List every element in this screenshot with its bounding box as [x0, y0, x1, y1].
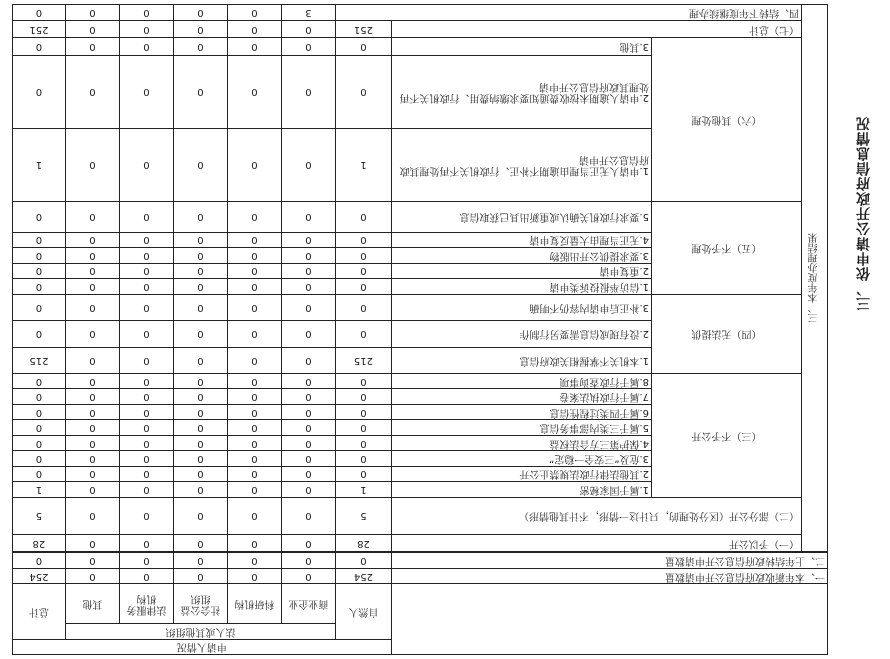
- value-cell: 0: [173, 321, 227, 348]
- value-cell: 0: [173, 347, 227, 374]
- value-cell: 0: [119, 347, 173, 374]
- row-label: 1.信访举报投诉类申请: [391, 279, 651, 294]
- value-cell: 0: [227, 347, 281, 374]
- value-cell: 215: [12, 347, 65, 374]
- value-cell: 0: [227, 201, 281, 232]
- value-cell: 0: [335, 294, 391, 321]
- row-label: 1.本机关不掌握相关政府信息: [391, 347, 651, 374]
- value-cell: 0: [65, 482, 119, 497]
- value-cell: 0: [173, 248, 227, 263]
- value-cell: 0: [227, 374, 281, 389]
- value-cell: 0: [227, 263, 281, 278]
- value-cell: 0: [65, 568, 119, 583]
- row-label: 二、上年结转政府信息公开申请数量: [391, 552, 827, 568]
- value-cell: 0: [65, 552, 119, 568]
- value-cell: 0: [12, 232, 65, 247]
- value-cell: 0: [335, 56, 391, 129]
- value-cell: 0: [12, 201, 65, 232]
- section-label-results: 三、本年度办理结果: [802, 5, 828, 553]
- value-cell: 0: [335, 279, 391, 294]
- value-cell: 0: [173, 389, 227, 404]
- value-cell: 0: [227, 294, 281, 321]
- value-cell: 0: [227, 568, 281, 583]
- value-cell: 0: [173, 20, 227, 38]
- value-cell: 0: [65, 5, 119, 21]
- value-cell: 0: [227, 389, 281, 404]
- value-cell: 5: [335, 497, 391, 535]
- value-cell: 215: [335, 347, 391, 374]
- value-cell: 0: [281, 201, 335, 232]
- value-cell: 0: [173, 420, 227, 435]
- value-cell: 0: [227, 5, 281, 21]
- value-cell: 0: [119, 232, 173, 247]
- value-cell: 0: [12, 56, 65, 129]
- value-cell: 0: [12, 552, 65, 568]
- value-cell: 0: [12, 38, 65, 56]
- row-label: 6.属于四类过程性信息: [391, 404, 651, 419]
- value-cell: 0: [173, 435, 227, 450]
- application-statistics-table: [12, 4, 828, 655]
- value-cell: 0: [335, 552, 391, 568]
- value-cell: 0: [173, 466, 227, 481]
- header-total: 总计: [12, 584, 65, 639]
- value-cell: 0: [281, 404, 335, 419]
- value-cell: 0: [119, 552, 173, 568]
- value-cell: 0: [227, 128, 281, 201]
- value-cell: 0: [12, 451, 65, 466]
- value-cell: 0: [227, 420, 281, 435]
- header-item-cell: [391, 584, 827, 655]
- value-cell: 0: [65, 497, 119, 535]
- value-cell: 0: [281, 466, 335, 481]
- subsection-label-not-disclosed: （三）不予公开: [652, 374, 802, 498]
- value-cell: 0: [173, 451, 227, 466]
- row-label: （七）总计: [391, 20, 801, 38]
- value-cell: 0: [65, 466, 119, 481]
- value-cell: 0: [119, 420, 173, 435]
- value-cell: 0: [335, 451, 391, 466]
- value-cell: 0: [173, 279, 227, 294]
- value-cell: 0: [227, 451, 281, 466]
- value-cell: 0: [65, 404, 119, 419]
- value-cell: 0: [12, 466, 65, 481]
- value-cell: 0: [65, 20, 119, 38]
- row-label: 3.补正后申请内容仍不明确: [391, 294, 651, 321]
- value-cell: 0: [65, 321, 119, 348]
- value-cell: 0: [119, 263, 173, 278]
- value-cell: 0: [119, 279, 173, 294]
- value-cell: 254: [335, 568, 391, 583]
- value-cell: 0: [227, 248, 281, 263]
- value-cell: 0: [119, 38, 173, 56]
- value-cell: 0: [12, 5, 65, 21]
- value-cell: 0: [281, 263, 335, 278]
- value-cell: 0: [12, 389, 65, 404]
- value-cell: 0: [12, 279, 65, 294]
- value-cell: 1: [335, 128, 391, 201]
- value-cell: 3: [281, 5, 335, 21]
- table-row: [12, 497, 827, 535]
- value-cell: 0: [335, 201, 391, 232]
- value-cell: 0: [335, 232, 391, 247]
- value-cell: 0: [119, 451, 173, 466]
- header-social-welfare-org: 社会公益组织: [173, 584, 227, 624]
- document-title: 三、依申请公开政府信息情况: [856, 116, 872, 312]
- value-cell: 0: [173, 497, 227, 535]
- value-cell: 0: [12, 404, 65, 419]
- row-label: 2.没有现成信息需要另行制作: [391, 321, 651, 348]
- value-cell: 0: [173, 38, 227, 56]
- header-legal-service-institution: 法律服务机构: [119, 584, 173, 624]
- subsection-label-unable-to-provide: （四）无法提供: [652, 294, 802, 374]
- value-cell: 0: [281, 248, 335, 263]
- value-cell: 0: [173, 535, 227, 553]
- value-cell: 0: [335, 263, 391, 278]
- value-cell: 0: [65, 279, 119, 294]
- value-cell: 0: [173, 568, 227, 583]
- table-row: [12, 568, 827, 583]
- value-cell: 0: [65, 389, 119, 404]
- value-cell: 0: [65, 347, 119, 374]
- value-cell: 0: [173, 56, 227, 129]
- value-cell: 0: [12, 435, 65, 450]
- value-cell: 0: [119, 535, 173, 553]
- row-label: （二）部分公开（区分处理的，只计这一情形，不计其他情形）: [391, 497, 801, 535]
- value-cell: 0: [335, 420, 391, 435]
- value-cell: 0: [119, 482, 173, 497]
- value-cell: 0: [65, 451, 119, 466]
- value-cell: 0: [65, 294, 119, 321]
- value-cell: 0: [65, 56, 119, 129]
- value-cell: 0: [227, 482, 281, 497]
- value-cell: 0: [12, 294, 65, 321]
- value-cell: 0: [281, 535, 335, 553]
- value-cell: 0: [119, 374, 173, 389]
- value-cell: 0: [12, 420, 65, 435]
- value-cell: 0: [173, 552, 227, 568]
- value-cell: 0: [12, 374, 65, 389]
- value-cell: 0: [227, 497, 281, 535]
- value-cell: 0: [281, 451, 335, 466]
- table-row: [12, 482, 827, 497]
- value-cell: 0: [65, 535, 119, 553]
- value-cell: 28: [12, 535, 65, 553]
- value-cell: 0: [281, 420, 335, 435]
- row-label: 2.重复申请: [391, 263, 651, 278]
- value-cell: 0: [119, 466, 173, 481]
- row-label: 四、结转下年度继续办理: [335, 5, 801, 21]
- table-row: [12, 20, 827, 38]
- value-cell: 251: [12, 20, 65, 38]
- value-cell: 0: [335, 374, 391, 389]
- value-cell: 0: [281, 128, 335, 201]
- value-cell: 1: [335, 482, 391, 497]
- row-label: 1.属于国家秘密: [391, 482, 651, 497]
- value-cell: 0: [65, 435, 119, 450]
- value-cell: 0: [65, 128, 119, 201]
- header-commercial-enterprise: 商业企业: [281, 584, 335, 624]
- value-cell: 0: [65, 420, 119, 435]
- value-cell: 0: [281, 279, 335, 294]
- value-cell: 0: [281, 232, 335, 247]
- subsection-label-not-processed: （五）不予处理: [652, 201, 802, 294]
- row-label: 4.保护第三方合法权益: [391, 435, 651, 450]
- value-cell: 0: [65, 232, 119, 247]
- value-cell: 0: [65, 38, 119, 56]
- value-cell: 0: [227, 279, 281, 294]
- table-row: [12, 128, 827, 201]
- table-row: [12, 347, 827, 374]
- value-cell: 0: [173, 263, 227, 278]
- value-cell: 0: [65, 248, 119, 263]
- value-cell: 0: [281, 56, 335, 129]
- value-cell: 28: [335, 535, 391, 553]
- value-cell: 0: [227, 321, 281, 348]
- value-cell: 0: [227, 535, 281, 553]
- value-cell: 0: [173, 294, 227, 321]
- value-cell: 0: [281, 20, 335, 38]
- row-label: 3.其他: [391, 38, 651, 56]
- value-cell: 0: [119, 389, 173, 404]
- value-cell: 0: [281, 321, 335, 348]
- value-cell: 0: [281, 347, 335, 374]
- value-cell: 0: [227, 232, 281, 247]
- value-cell: 0: [227, 56, 281, 129]
- subsection-label-other-processing: （六）其他处理: [652, 38, 802, 201]
- value-cell: 0: [173, 374, 227, 389]
- value-cell: 0: [335, 435, 391, 450]
- value-cell: 0: [173, 5, 227, 21]
- value-cell: 0: [173, 232, 227, 247]
- value-cell: 0: [227, 466, 281, 481]
- value-cell: 0: [335, 321, 391, 348]
- value-cell: 0: [12, 321, 65, 348]
- header-row-1: [12, 639, 827, 654]
- value-cell: 0: [281, 389, 335, 404]
- value-cell: 0: [173, 201, 227, 232]
- value-cell: 0: [335, 466, 391, 481]
- value-cell: 0: [119, 568, 173, 583]
- value-cell: 0: [281, 294, 335, 321]
- value-cell: 0: [119, 294, 173, 321]
- header-legal-persons-group: 法人或其他组织: [65, 624, 335, 639]
- value-cell: 1: [12, 482, 65, 497]
- value-cell: 0: [335, 389, 391, 404]
- value-cell: 0: [119, 248, 173, 263]
- value-cell: 0: [335, 38, 391, 56]
- value-cell: 0: [173, 482, 227, 497]
- row-label: （一）予以公开: [391, 535, 801, 553]
- value-cell: 0: [119, 435, 173, 450]
- table-row: [12, 535, 827, 553]
- table-row: [12, 5, 827, 21]
- row-label: 5.要求行政机关确认或重新出具已获取信息: [391, 201, 651, 232]
- row-label: 7.属于行政执法案卷: [391, 389, 651, 404]
- row-label: 4.无正当理由大量反复申请: [391, 232, 651, 247]
- value-cell: 0: [119, 497, 173, 535]
- value-cell: 0: [173, 128, 227, 201]
- value-cell: 0: [119, 321, 173, 348]
- value-cell: 0: [65, 201, 119, 232]
- value-cell: 1: [12, 128, 65, 201]
- value-cell: 0: [227, 38, 281, 56]
- row-label: 1.申请人无正当理由逾期不补正、行政机关不再处理其政府信息公开申请: [391, 128, 651, 201]
- value-cell: 0: [281, 497, 335, 535]
- value-cell: 0: [281, 482, 335, 497]
- row-label: 3.危及“三安全一稳定”: [391, 451, 651, 466]
- value-cell: 0: [281, 568, 335, 583]
- header-applicant-status: 申请人情况: [12, 639, 391, 654]
- row-label: 2.申请人逾期未按收费通知要求缴纳费用、行政机关不再处理其政府信息公开申请: [391, 56, 651, 129]
- value-cell: 0: [281, 38, 335, 56]
- value-cell: 0: [119, 128, 173, 201]
- value-cell: 5: [12, 497, 65, 535]
- value-cell: 0: [281, 374, 335, 389]
- row-label: 5.属于三类内部事务信息: [391, 420, 651, 435]
- row-label: 一、本年新收政府信息公开申请数量: [391, 568, 827, 583]
- value-cell: 0: [65, 374, 119, 389]
- table-row: [12, 279, 827, 294]
- value-cell: 0: [12, 248, 65, 263]
- value-cell: 0: [227, 552, 281, 568]
- header-research-institution: 科研机构: [227, 584, 281, 624]
- value-cell: 0: [335, 248, 391, 263]
- row-label: 2.其他法律行政法规禁止公开: [391, 466, 651, 481]
- value-cell: 0: [227, 404, 281, 419]
- value-cell: 0: [119, 20, 173, 38]
- value-cell: 0: [65, 263, 119, 278]
- value-cell: 0: [12, 263, 65, 278]
- value-cell: 0: [281, 435, 335, 450]
- header-other: 其他: [65, 584, 119, 624]
- header-natural-person: 自然人: [335, 584, 391, 639]
- value-cell: 0: [119, 5, 173, 21]
- table-row: [12, 552, 827, 568]
- value-cell: 0: [227, 435, 281, 450]
- value-cell: 0: [173, 404, 227, 419]
- value-cell: 254: [12, 568, 65, 583]
- value-cell: 0: [227, 20, 281, 38]
- value-cell: 0: [119, 404, 173, 419]
- row-label: 3.要求提供公开出版物: [391, 248, 651, 263]
- value-cell: 251: [335, 20, 391, 38]
- row-label: 8.属于行政查询事项: [391, 374, 651, 389]
- value-cell: 0: [281, 552, 335, 568]
- value-cell: 0: [119, 56, 173, 129]
- value-cell: 0: [119, 201, 173, 232]
- value-cell: 0: [335, 404, 391, 419]
